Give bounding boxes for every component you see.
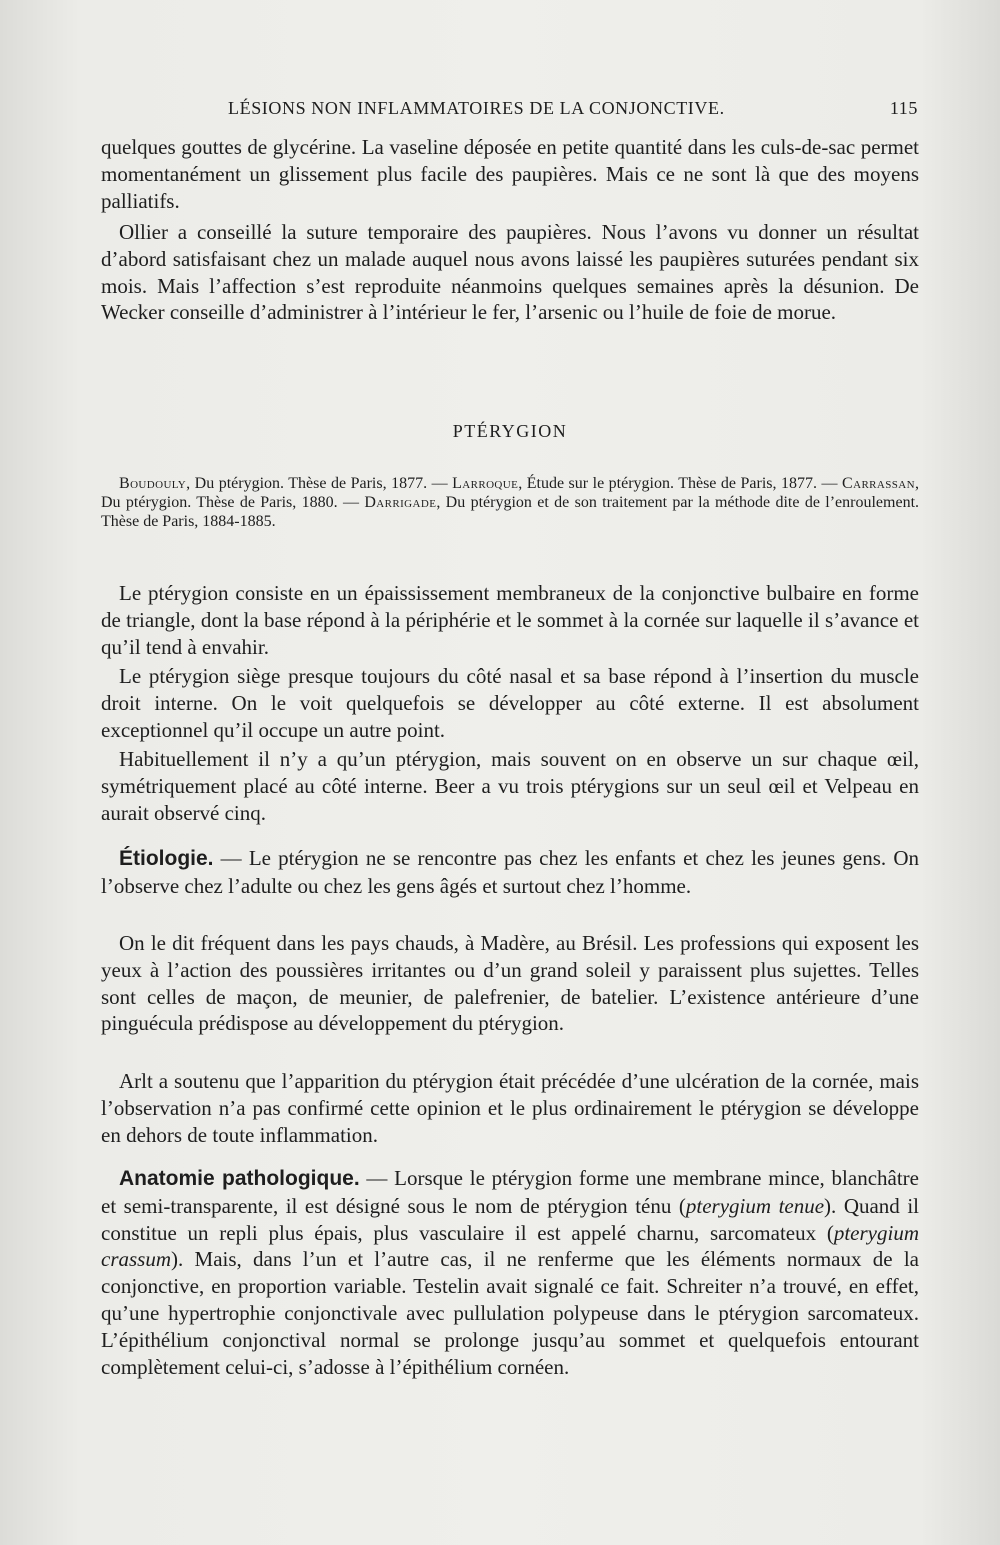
paragraph-etiologie-countries: On le dit fréquent dans les pays chauds, à Madère, au Brésil. Les professions qui exposent les yeux à l’action des poussières irritantes ou d’un grand soleil y paraissent plus sujettes. Telles sont celles de maçon, de meunier, de palefrenier, de batelier. L’existence antérieure d’une pinguécula prédispose au développement du ptérygion.: [101, 931, 919, 1036]
paragraph-anatomie: [101, 1165, 919, 1380]
anatomie-text-2: ). Quand il constitue un repli plus épais, plus vasculaire il est appelé charnu, sarcomateux (: [101, 1193, 919, 1245]
bib-entry-text: , Du ptérygion et de son traitement par la méthode dite de l’enroulement. Thèse de Paris, 1884-1885.: [101, 494, 920, 530]
bib-author: Boudouly: [119, 475, 187, 492]
bib-author: Carrassan: [842, 475, 915, 492]
page-number: 115: [889, 98, 918, 118]
anatomie-text-3: ). Mais, dans l’un et l’autre cas, il ne renferme que les éléments normaux de la conjonctive, en proportion variable. Testelin avait signalé ce fait. Schreiter n’a trouvé, en effet, qu’une hypertrophie conjonctivale avec pullulation polypeuse dans le ptérygion sarcomateux. L’épithélium conjonctival normal se prolonge jusqu’au sommet et quelquefois entourant complètement celui-ci, s’adosse à l’épithélium cornéen.: [101, 1247, 919, 1379]
paragraph-location: Le ptérygion siège presque toujours du côté nasal et sa base répond à l’insertion du muscle droit interne. On le voit quelquefois se développer au côté externe. Il est absolument exceptionnel qu’il occupe un autre point.: [101, 664, 919, 742]
bib-entry-text: , Étude sur le ptérygion. Thèse de Paris, 1877. —: [518, 475, 843, 492]
section-title: PTÉRYGION: [452, 421, 568, 441]
paragraph-definition: Le ptérygion consiste en un épaississement membraneux de la conjonctive bulbaire en forme de triangle, dont la base répond à la périphérie et le sommet à la cornée sur laquelle il s’avance et qu’il tend à envahir.: [101, 581, 919, 659]
anatomie-text-1: — Lorsque le ptérygion forme une membrane mince, blanchâtre et semi-transparente, il est désigné sous le nom de ptérygion ténu (: [101, 1166, 919, 1218]
bib-entry-text: , Du ptérygion. Thèse de Paris, 1877. —: [186, 475, 453, 492]
paragraph-number: Habituellement il n’y a qu’un ptérygion, mais souvent on en observe un sur chaque œil, symétriquement placé au côté interne. Beer a vu trois ptérygions sur un seul œil et Velpeau en aurait observé cinq.: [101, 747, 919, 825]
paragraph-continued: quelques gouttes de glycérine. La vaseline déposée en petite quantité dans les culs-de-sac permet momentanément un glissement plus facile des paupières. Mais ce ne sont là que des moyens palliatifs.: [101, 135, 919, 213]
anatomie-term-crassum: pterygium crassum: [101, 1220, 919, 1272]
bibliography: [101, 474, 919, 531]
anatomie-term-tenue: pterygium tenue: [685, 1193, 825, 1218]
etiologie-heading: Étiologie.: [119, 847, 214, 870]
running-title: LÉSIONS NON INFLAMMATOIRES DE LA CONJONCTIVE.: [228, 98, 725, 118]
paragraph-etiologie-arlt: Arlt a soutenu que l’apparition du ptérygion était précédée d’une ulcération de la cornée, mais l’observation n’a pas confirmé cette opinion et le plus ordinairement le ptérygion se développe en dehors de toute inflammation.: [101, 1069, 919, 1147]
bib-author: Larroque: [452, 475, 519, 492]
etiologie-lead: — Le ptérygion ne se rencontre pas chez les enfants et chez les jeunes gens. On l’observe chez l’adulte ou chez les gens âgés et surtout chez l’homme.: [101, 846, 919, 898]
paragraph-ollier: Ollier a conseillé la suture temporaire des paupières. Nous l’avons vu donner un résultat d’abord satisfaisant chez un malade auquel nous avons laissé les paupières suturées pendant six mois. Mais l’affection s’est reproduite néanmoins quelques semaines après la désunion. De Wecker conseille d’administrer à l’intérieur le fer, l’arsenic ou l’huile de foie de morue.: [101, 220, 919, 325]
bib-author: Darrigade: [364, 494, 437, 511]
page-header: [228, 98, 918, 119]
paragraph-etiologie: [101, 845, 919, 900]
bib-entry-text: , Du ptérygion. Thèse de Paris, 1880. —: [101, 475, 919, 511]
anatomie-heading: Anatomie pathologique.: [119, 1167, 360, 1190]
